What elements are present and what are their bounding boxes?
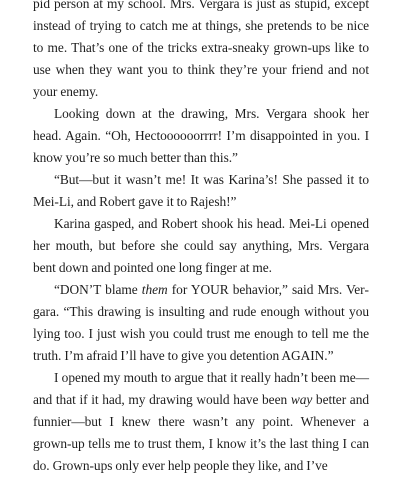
paragraph-text: pid person at my school. Mrs. Vergara is just as stupid, except instead of trying to catch me at things, she pretends to be nice to me. That’s one of the tricks extra-sneaky grown-ups like to use when they want you to think they’re your friend and not your enemy. [33, 0, 369, 99]
paragraph-p6 [33, 367, 369, 477]
paragraph-p1 [33, 0, 369, 103]
page-body-text [33, 0, 369, 477]
paragraph-text: Karina gasped, and Robert shook his head. Mei-Li opened her mouth, but before she could say anything, Mrs. Vergara bent down and pointed one long finger at me. [33, 216, 369, 275]
paragraph-p3 [33, 169, 369, 213]
paragraph-text: I opened my mouth to argue that it really hadn’t been me—and that if it had, my drawing would have been [33, 370, 369, 407]
paragraph-text: Looking down at the drawing, Mrs. Vergara shook her head. Again. “Oh, Hectoooooorrrr! I’m disappointed in you. I know you’re so much better than this.” [33, 106, 369, 165]
paragraph-text: “But—but it wasn’t me! It was Karina’s! She passed it to Mei-Li, and Robert gave it to Rajesh!” [33, 172, 369, 209]
paragraph-p5 [33, 279, 369, 367]
emphasis-text: way [290, 392, 313, 407]
paragraph-text: for YOUR behavior,” said Mrs. Vergara. “This drawing is insulting and rude enough without you lying too. I just wish you could trust me enough to tell me the truth. I’m afraid I’ll have to give you detention AGAIN.” [33, 282, 370, 363]
paragraph-text: “DON’T blame [54, 282, 142, 297]
paragraph-p2 [33, 103, 369, 169]
paragraph-text: better and funnier—but I knew there wasn’t any point. Whenever a grown-up tells me to trust them, I know it’s the last thing I can do. Grown-ups only ever help people they like, and I’ve [33, 392, 369, 473]
emphasis-text: them [141, 282, 168, 297]
paragraph-p4 [33, 213, 369, 279]
